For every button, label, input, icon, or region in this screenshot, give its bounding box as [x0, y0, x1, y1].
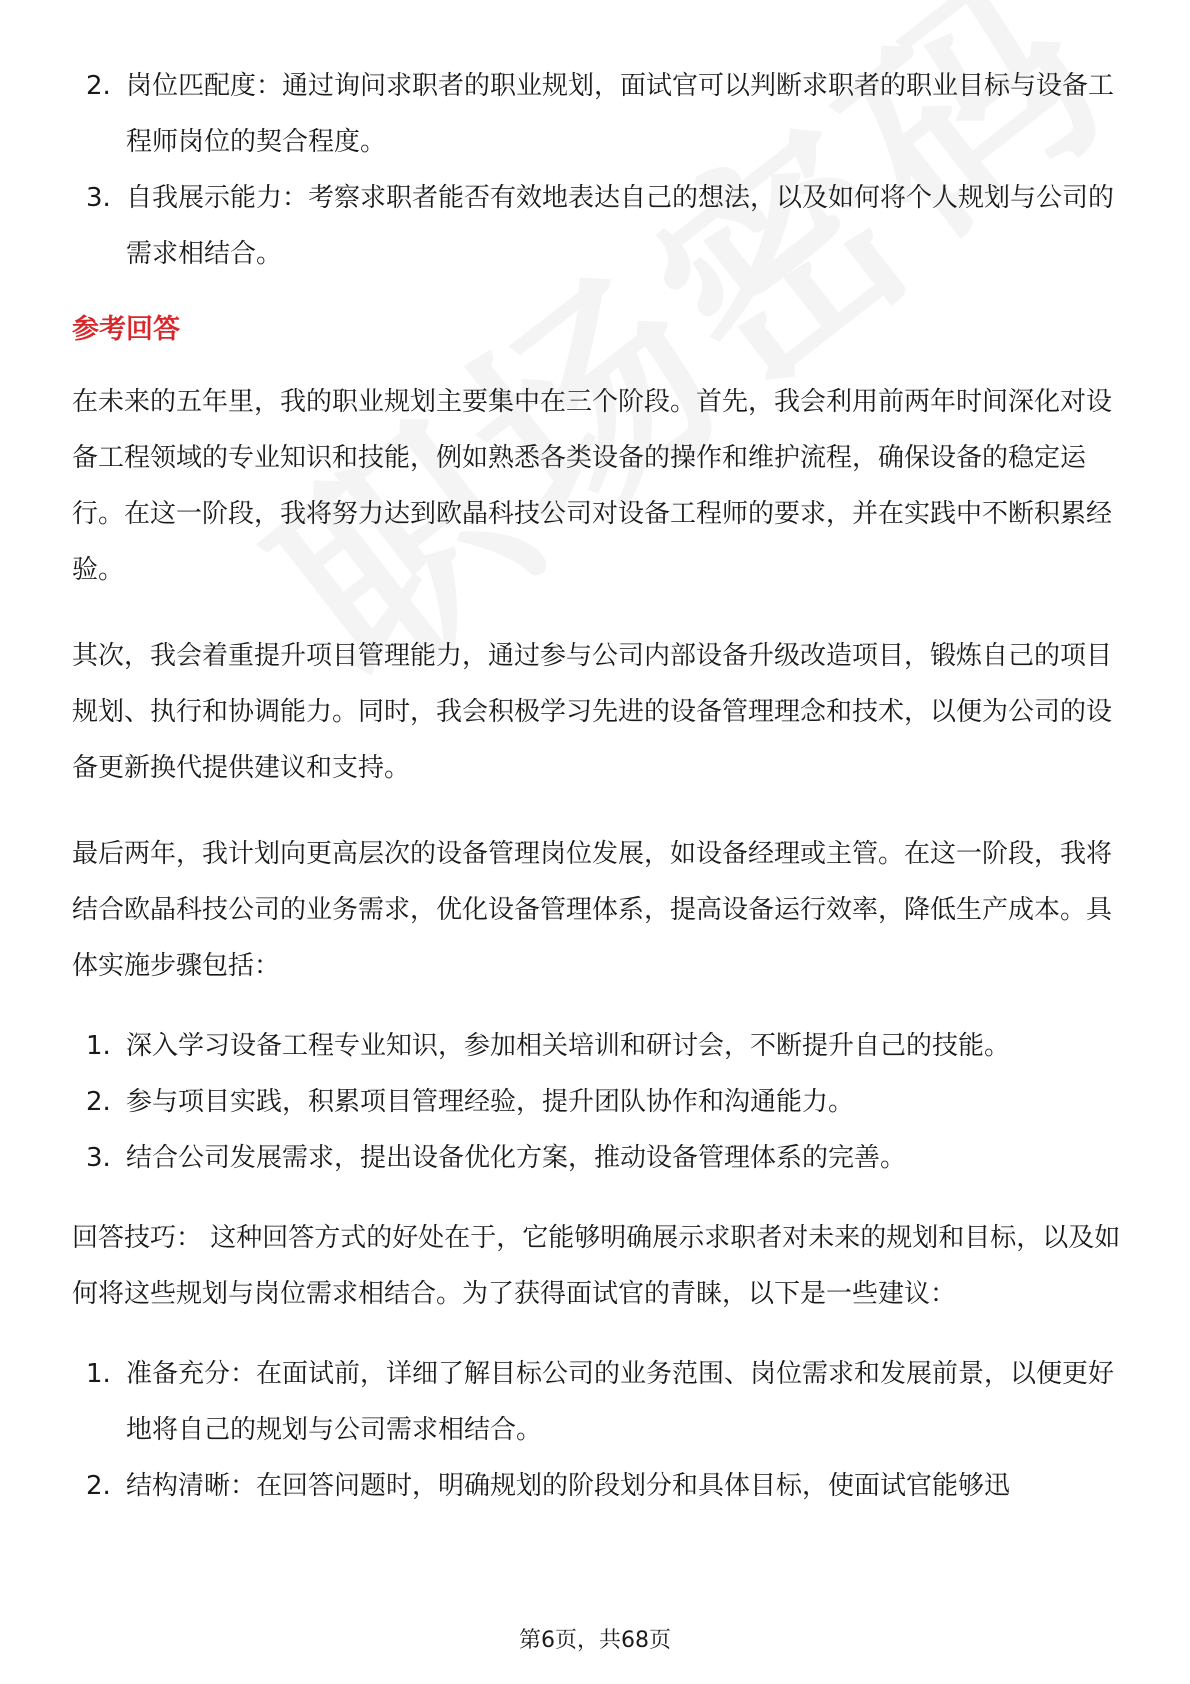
- page-content: [72, 58, 1122, 1514]
- list-item: [72, 1018, 1122, 1074]
- list-item-number: 1.: [86, 1031, 111, 1061]
- paragraph: 最后两年，我计划向更高层次的设备管理岗位发展，如设备经理或主管。在这一阶段，我将结合欧晶科技公司的业务需求，优化设备管理体系，提高设备运行效率，降低生产成本。具体实施步骤包括：: [72, 839, 1113, 981]
- tips-list: [72, 1346, 1122, 1514]
- intro-list: [72, 58, 1122, 282]
- list-item-number: 1.: [86, 1359, 111, 1389]
- steps-list: [72, 1018, 1122, 1186]
- list-item-text: 结合公司发展需求，提出设备优化方案，推动设备管理体系的完善。: [126, 1143, 907, 1173]
- list-item-number: 2.: [86, 1471, 111, 1501]
- list-item-text: 深入学习设备工程专业知识，参加相关培训和研讨会，不断提升自己的技能。: [126, 1031, 1011, 1061]
- list-item: [72, 1458, 1122, 1514]
- list-item: [72, 58, 1122, 170]
- list-item-text: 准备充分：在面试前，详细了解目标公司的业务范围、岗位需求和发展前景，以便更好地将自己的规划与公司需求相结合。: [126, 1359, 1115, 1445]
- section-heading: 参考回答: [72, 314, 180, 345]
- list-item: [72, 170, 1122, 282]
- paragraph: 其次，我会着重提升项目管理能力，通过参与公司内部设备升级改造项目，锻炼自己的项目规划、执行和协调能力。同时，我会积极学习先进的设备管理理念和技术，以便为公司的设备更新换代提供建议和支持。: [72, 641, 1113, 783]
- tips-paragraph: 回答技巧： 这种回答方式的好处在于，它能够明确展示求职者对未来的规划和目标，以及如何将这些规划与岗位需求相结合。为了获得面试官的青睐，以下是一些建议：: [72, 1223, 1121, 1309]
- list-item: [72, 1074, 1122, 1130]
- list-item-text: 结构清晰：在回答问题时，明确规划的阶段划分和具体目标，使面试官能够迅: [126, 1471, 1011, 1501]
- list-item-text: 自我展示能力：考察求职者能否有效地表达自己的想法，以及如何将个人规划与公司的需求相结合。: [126, 183, 1115, 269]
- list-item: [72, 1130, 1122, 1186]
- list-item-number: 3.: [86, 1143, 111, 1173]
- list-item-number: 2.: [86, 1087, 111, 1117]
- page-footer: 第6页，共68页: [519, 1628, 671, 1653]
- list-item-number: 2.: [86, 71, 111, 101]
- list-item: [72, 1346, 1122, 1458]
- list-item-number: 3.: [86, 183, 111, 213]
- list-item-text: 岗位匹配度：通过询问求职者的职业规划，面试官可以判断求职者的职业目标与设备工程师岗位的契合程度。: [126, 71, 1115, 157]
- list-item-text: 参与项目实践，积累项目管理经验，提升团队协作和沟通能力。: [126, 1087, 855, 1117]
- paragraph: 在未来的五年里，我的职业规划主要集中在三个阶段。首先，我会利用前两年时间深化对设备工程领域的专业知识和技能，例如熟悉各类设备的操作和维护流程，确保设备的稳定运行。在这一阶段，我将努力达到欧晶科技公司对设备工程师的要求，并在实践中不断积累经验。: [72, 387, 1113, 585]
